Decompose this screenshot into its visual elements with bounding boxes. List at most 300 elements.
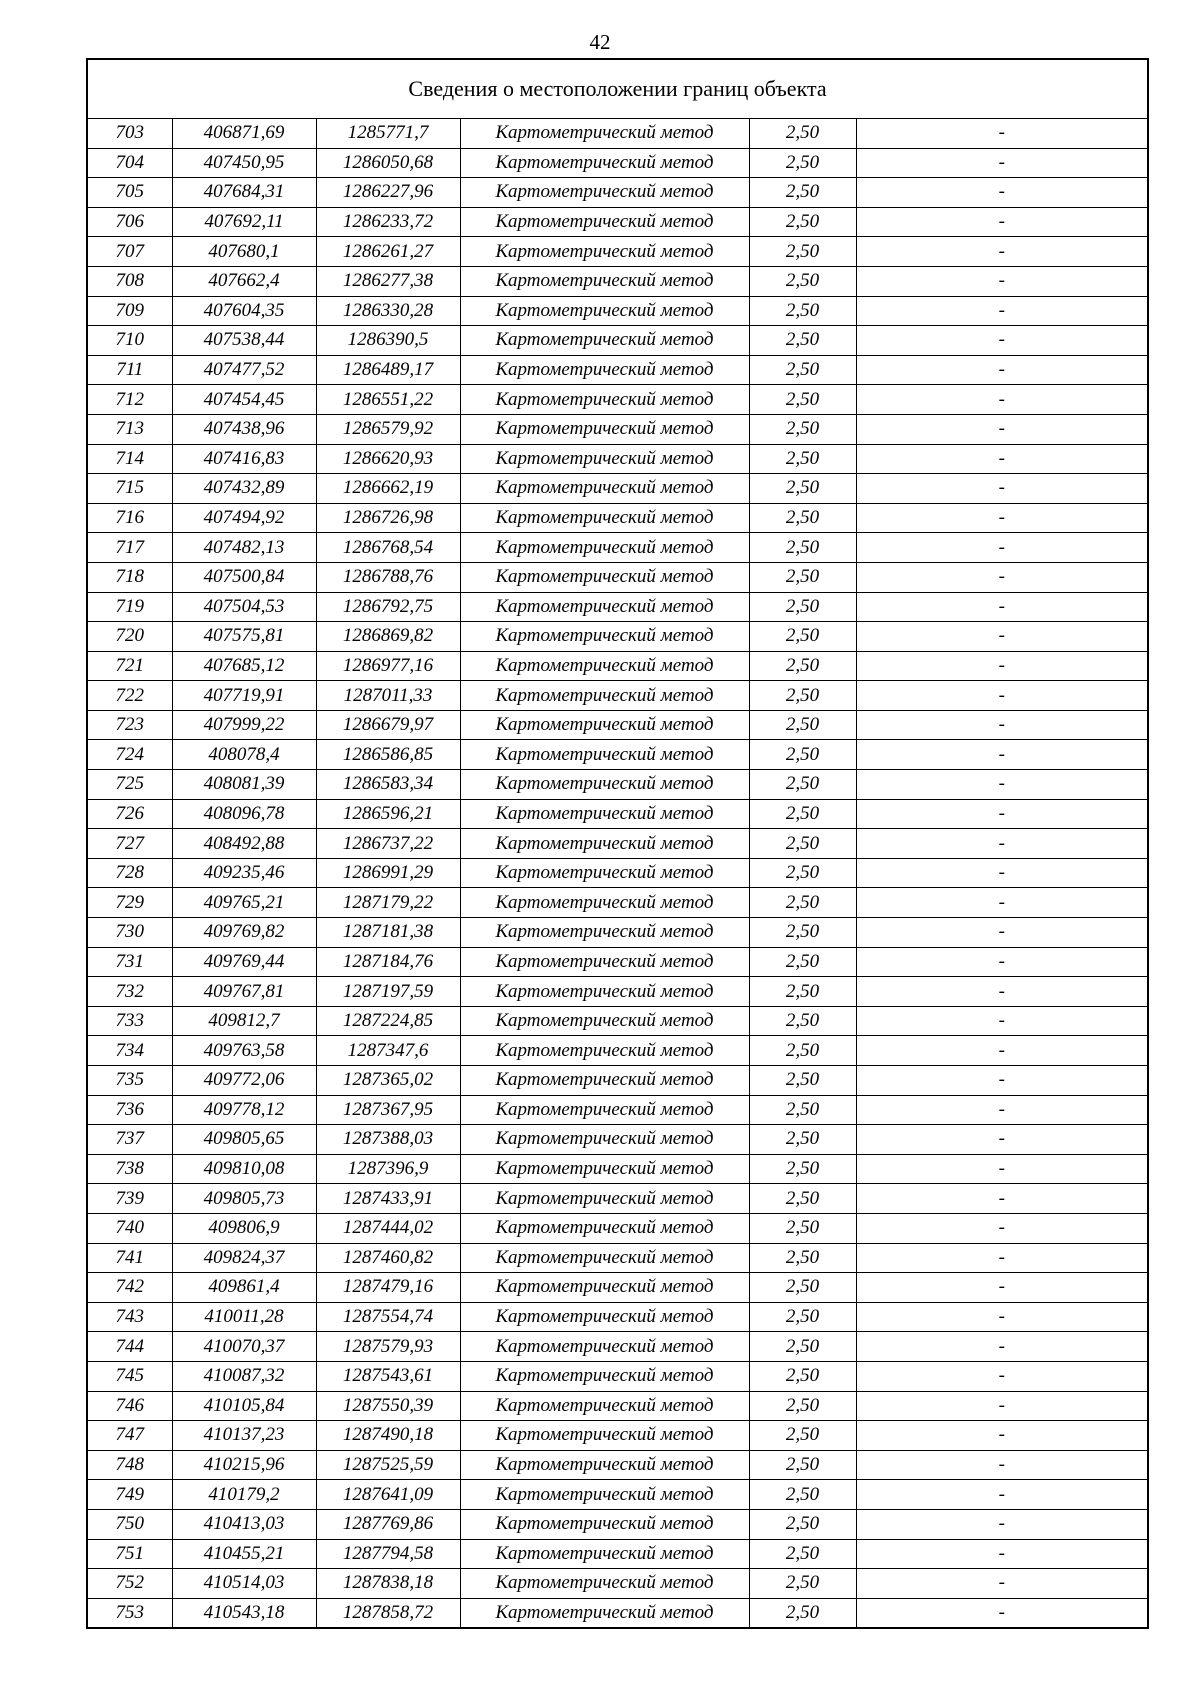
method-cell: Картометрический метод xyxy=(460,592,749,622)
y-coordinate-cell: 1287460,82 xyxy=(316,1243,460,1273)
accuracy-cell: 2,50 xyxy=(749,1569,856,1599)
description-cell: - xyxy=(856,414,1148,444)
accuracy-cell: 2,50 xyxy=(749,829,856,859)
description-cell: - xyxy=(856,1273,1148,1303)
x-coordinate-cell: 408078,4 xyxy=(172,740,316,770)
table-row xyxy=(87,1302,1148,1332)
point-number-cell: 742 xyxy=(87,1273,172,1303)
x-coordinate-cell: 407416,83 xyxy=(172,444,316,474)
point-number-cell: 705 xyxy=(87,178,172,208)
method-cell: Картометрический метод xyxy=(460,799,749,829)
table-row xyxy=(87,296,1148,326)
x-coordinate-cell: 407575,81 xyxy=(172,622,316,652)
method-cell: Картометрический метод xyxy=(460,1006,749,1036)
y-coordinate-cell: 1286390,5 xyxy=(316,326,460,356)
y-coordinate-cell: 1287367,95 xyxy=(316,1095,460,1125)
method-cell: Картометрический метод xyxy=(460,503,749,533)
method-cell: Картометрический метод xyxy=(460,237,749,267)
y-coordinate-cell: 1287011,33 xyxy=(316,681,460,711)
point-number-cell: 716 xyxy=(87,503,172,533)
table-row xyxy=(87,178,1148,208)
description-cell: - xyxy=(856,119,1148,149)
y-coordinate-cell: 1286768,54 xyxy=(316,533,460,563)
x-coordinate-cell: 406871,69 xyxy=(172,119,316,149)
table-row xyxy=(87,474,1148,504)
description-cell: - xyxy=(856,385,1148,415)
table-row xyxy=(87,1450,1148,1480)
point-number-cell: 749 xyxy=(87,1480,172,1510)
x-coordinate-cell: 407494,92 xyxy=(172,503,316,533)
x-coordinate-cell: 410179,2 xyxy=(172,1480,316,1510)
method-cell: Картометрический метод xyxy=(460,1273,749,1303)
description-cell: - xyxy=(856,1598,1148,1628)
boundary-table xyxy=(86,58,1149,1629)
accuracy-cell: 2,50 xyxy=(749,1302,856,1332)
x-coordinate-cell: 409805,65 xyxy=(172,1125,316,1155)
point-number-cell: 751 xyxy=(87,1539,172,1569)
table-row xyxy=(87,918,1148,948)
description-cell: - xyxy=(856,1391,1148,1421)
description-cell: - xyxy=(856,533,1148,563)
method-cell: Картометрический метод xyxy=(460,888,749,918)
x-coordinate-cell: 407680,1 xyxy=(172,237,316,267)
table-row xyxy=(87,1539,1148,1569)
accuracy-cell: 2,50 xyxy=(749,119,856,149)
y-coordinate-cell: 1287769,86 xyxy=(316,1509,460,1539)
method-cell: Картометрический метод xyxy=(460,355,749,385)
accuracy-cell: 2,50 xyxy=(749,1598,856,1628)
description-cell: - xyxy=(856,266,1148,296)
accuracy-cell: 2,50 xyxy=(749,651,856,681)
method-cell: Картометрический метод xyxy=(460,296,749,326)
table-row xyxy=(87,829,1148,859)
accuracy-cell: 2,50 xyxy=(749,474,856,504)
y-coordinate-cell: 1286233,72 xyxy=(316,207,460,237)
table-row xyxy=(87,355,1148,385)
x-coordinate-cell: 410137,23 xyxy=(172,1421,316,1451)
accuracy-cell: 2,50 xyxy=(749,178,856,208)
method-cell: Картометрический метод xyxy=(460,1569,749,1599)
point-number-cell: 721 xyxy=(87,651,172,681)
table-row xyxy=(87,148,1148,178)
table-row xyxy=(87,1184,1148,1214)
description-cell: - xyxy=(856,1421,1148,1451)
description-cell: - xyxy=(856,178,1148,208)
method-cell: Картометрический метод xyxy=(460,533,749,563)
accuracy-cell: 2,50 xyxy=(749,888,856,918)
description-cell: - xyxy=(856,1509,1148,1539)
accuracy-cell: 2,50 xyxy=(749,1361,856,1391)
method-cell: Картометрический метод xyxy=(460,266,749,296)
table-row xyxy=(87,562,1148,592)
y-coordinate-cell: 1287479,16 xyxy=(316,1273,460,1303)
table-row xyxy=(87,1480,1148,1510)
method-cell: Картометрический метод xyxy=(460,1598,749,1628)
x-coordinate-cell: 410413,03 xyxy=(172,1509,316,1539)
y-coordinate-cell: 1286977,16 xyxy=(316,651,460,681)
point-number-cell: 725 xyxy=(87,770,172,800)
y-coordinate-cell: 1286662,19 xyxy=(316,474,460,504)
x-coordinate-cell: 407604,35 xyxy=(172,296,316,326)
x-coordinate-cell: 407662,4 xyxy=(172,266,316,296)
description-cell: - xyxy=(856,947,1148,977)
point-number-cell: 727 xyxy=(87,829,172,859)
x-coordinate-cell: 409861,4 xyxy=(172,1273,316,1303)
point-number-cell: 748 xyxy=(87,1450,172,1480)
table-row xyxy=(87,1125,1148,1155)
table-row xyxy=(87,651,1148,681)
table-row xyxy=(87,207,1148,237)
x-coordinate-cell: 410105,84 xyxy=(172,1391,316,1421)
x-coordinate-cell: 407999,22 xyxy=(172,710,316,740)
accuracy-cell: 2,50 xyxy=(749,1066,856,1096)
point-number-cell: 709 xyxy=(87,296,172,326)
x-coordinate-cell: 409772,06 xyxy=(172,1066,316,1096)
method-cell: Картометрический метод xyxy=(460,1480,749,1510)
x-coordinate-cell: 407504,53 xyxy=(172,592,316,622)
method-cell: Картометрический метод xyxy=(460,1302,749,1332)
x-coordinate-cell: 410543,18 xyxy=(172,1598,316,1628)
method-cell: Картометрический метод xyxy=(460,1036,749,1066)
x-coordinate-cell: 408096,78 xyxy=(172,799,316,829)
method-cell: Картометрический метод xyxy=(460,622,749,652)
table-row xyxy=(87,947,1148,977)
description-cell: - xyxy=(856,1480,1148,1510)
description-cell: - xyxy=(856,799,1148,829)
table-body xyxy=(87,119,1148,1629)
table-row xyxy=(87,1391,1148,1421)
y-coordinate-cell: 1287224,85 xyxy=(316,1006,460,1036)
point-number-cell: 706 xyxy=(87,207,172,237)
description-cell: - xyxy=(856,710,1148,740)
y-coordinate-cell: 1286330,28 xyxy=(316,296,460,326)
table-row xyxy=(87,1095,1148,1125)
method-cell: Картометрический метод xyxy=(460,326,749,356)
method-cell: Картометрический метод xyxy=(460,1184,749,1214)
accuracy-cell: 2,50 xyxy=(749,1006,856,1036)
table-row xyxy=(87,622,1148,652)
y-coordinate-cell: 1287543,61 xyxy=(316,1361,460,1391)
description-cell: - xyxy=(856,1125,1148,1155)
description-cell: - xyxy=(856,858,1148,888)
accuracy-cell: 2,50 xyxy=(749,947,856,977)
y-coordinate-cell: 1286050,68 xyxy=(316,148,460,178)
accuracy-cell: 2,50 xyxy=(749,770,856,800)
x-coordinate-cell: 407684,31 xyxy=(172,178,316,208)
page-number: 42 xyxy=(589,30,611,54)
method-cell: Картометрический метод xyxy=(460,1421,749,1451)
table-row xyxy=(87,119,1148,149)
x-coordinate-cell: 410070,37 xyxy=(172,1332,316,1362)
point-number-cell: 744 xyxy=(87,1332,172,1362)
description-cell: - xyxy=(856,237,1148,267)
x-coordinate-cell: 410514,03 xyxy=(172,1569,316,1599)
description-cell: - xyxy=(856,1154,1148,1184)
method-cell: Картометрический метод xyxy=(460,1450,749,1480)
point-number-cell: 733 xyxy=(87,1006,172,1036)
x-coordinate-cell: 409812,7 xyxy=(172,1006,316,1036)
y-coordinate-cell: 1286583,34 xyxy=(316,770,460,800)
accuracy-cell: 2,50 xyxy=(749,266,856,296)
description-cell: - xyxy=(856,1332,1148,1362)
accuracy-cell: 2,50 xyxy=(749,1154,856,1184)
description-cell: - xyxy=(856,296,1148,326)
description-cell: - xyxy=(856,1450,1148,1480)
accuracy-cell: 2,50 xyxy=(749,740,856,770)
method-cell: Картометрический метод xyxy=(460,1509,749,1539)
y-coordinate-cell: 1286991,29 xyxy=(316,858,460,888)
description-cell: - xyxy=(856,1213,1148,1243)
description-cell: - xyxy=(856,622,1148,652)
description-cell: - xyxy=(856,1569,1148,1599)
point-number-cell: 729 xyxy=(87,888,172,918)
description-cell: - xyxy=(856,503,1148,533)
point-number-cell: 743 xyxy=(87,1302,172,1332)
table-row xyxy=(87,414,1148,444)
accuracy-cell: 2,50 xyxy=(749,1450,856,1480)
point-number-cell: 730 xyxy=(87,918,172,948)
x-coordinate-cell: 409767,81 xyxy=(172,977,316,1007)
y-coordinate-cell: 1287444,02 xyxy=(316,1213,460,1243)
point-number-cell: 712 xyxy=(87,385,172,415)
description-cell: - xyxy=(856,1036,1148,1066)
table-row xyxy=(87,888,1148,918)
description-cell: - xyxy=(856,918,1148,948)
method-cell: Картометрический метод xyxy=(460,740,749,770)
point-number-cell: 739 xyxy=(87,1184,172,1214)
method-cell: Картометрический метод xyxy=(460,770,749,800)
table-row xyxy=(87,1036,1148,1066)
x-coordinate-cell: 409769,44 xyxy=(172,947,316,977)
point-number-cell: 724 xyxy=(87,740,172,770)
point-number-cell: 746 xyxy=(87,1391,172,1421)
x-coordinate-cell: 407538,44 xyxy=(172,326,316,356)
x-coordinate-cell: 407482,13 xyxy=(172,533,316,563)
description-cell: - xyxy=(856,681,1148,711)
accuracy-cell: 2,50 xyxy=(749,533,856,563)
point-number-cell: 741 xyxy=(87,1243,172,1273)
table-row xyxy=(87,1598,1148,1628)
description-cell: - xyxy=(856,770,1148,800)
y-coordinate-cell: 1287396,9 xyxy=(316,1154,460,1184)
x-coordinate-cell: 407719,91 xyxy=(172,681,316,711)
x-coordinate-cell: 407454,45 xyxy=(172,385,316,415)
method-cell: Картометрический метод xyxy=(460,562,749,592)
x-coordinate-cell: 409765,21 xyxy=(172,888,316,918)
point-number-cell: 722 xyxy=(87,681,172,711)
accuracy-cell: 2,50 xyxy=(749,444,856,474)
y-coordinate-cell: 1286620,93 xyxy=(316,444,460,474)
y-coordinate-cell: 1287388,03 xyxy=(316,1125,460,1155)
table-row xyxy=(87,444,1148,474)
y-coordinate-cell: 1285771,7 xyxy=(316,119,460,149)
x-coordinate-cell: 408492,88 xyxy=(172,829,316,859)
method-cell: Картометрический метод xyxy=(460,178,749,208)
accuracy-cell: 2,50 xyxy=(749,355,856,385)
x-coordinate-cell: 407685,12 xyxy=(172,651,316,681)
point-number-cell: 720 xyxy=(87,622,172,652)
y-coordinate-cell: 1287347,6 xyxy=(316,1036,460,1066)
accuracy-cell: 2,50 xyxy=(749,1391,856,1421)
method-cell: Картометрический метод xyxy=(460,681,749,711)
point-number-cell: 747 xyxy=(87,1421,172,1451)
y-coordinate-cell: 1287433,91 xyxy=(316,1184,460,1214)
x-coordinate-cell: 409810,08 xyxy=(172,1154,316,1184)
x-coordinate-cell: 409778,12 xyxy=(172,1095,316,1125)
description-cell: - xyxy=(856,1539,1148,1569)
y-coordinate-cell: 1286737,22 xyxy=(316,829,460,859)
y-coordinate-cell: 1286788,76 xyxy=(316,562,460,592)
point-number-cell: 704 xyxy=(87,148,172,178)
x-coordinate-cell: 407438,96 xyxy=(172,414,316,444)
description-cell: - xyxy=(856,740,1148,770)
y-coordinate-cell: 1287641,09 xyxy=(316,1480,460,1510)
y-coordinate-cell: 1286726,98 xyxy=(316,503,460,533)
table-row xyxy=(87,1332,1148,1362)
accuracy-cell: 2,50 xyxy=(749,710,856,740)
accuracy-cell: 2,50 xyxy=(749,858,856,888)
x-coordinate-cell: 409805,73 xyxy=(172,1184,316,1214)
y-coordinate-cell: 1287838,18 xyxy=(316,1569,460,1599)
table-title-row xyxy=(87,59,1148,119)
point-number-cell: 713 xyxy=(87,414,172,444)
accuracy-cell: 2,50 xyxy=(749,1509,856,1539)
y-coordinate-cell: 1287490,18 xyxy=(316,1421,460,1451)
accuracy-cell: 2,50 xyxy=(749,977,856,1007)
description-cell: - xyxy=(856,1243,1148,1273)
y-coordinate-cell: 1286869,82 xyxy=(316,622,460,652)
method-cell: Картометрический метод xyxy=(460,444,749,474)
accuracy-cell: 2,50 xyxy=(749,1125,856,1155)
description-cell: - xyxy=(856,148,1148,178)
table-row xyxy=(87,385,1148,415)
method-cell: Картометрический метод xyxy=(460,414,749,444)
point-number-cell: 750 xyxy=(87,1509,172,1539)
method-cell: Картометрический метод xyxy=(460,1066,749,1096)
accuracy-cell: 2,50 xyxy=(749,622,856,652)
point-number-cell: 707 xyxy=(87,237,172,267)
accuracy-cell: 2,50 xyxy=(749,385,856,415)
table-row xyxy=(87,1421,1148,1451)
y-coordinate-cell: 1287181,38 xyxy=(316,918,460,948)
accuracy-cell: 2,50 xyxy=(749,918,856,948)
accuracy-cell: 2,50 xyxy=(749,207,856,237)
description-cell: - xyxy=(856,1006,1148,1036)
y-coordinate-cell: 1286792,75 xyxy=(316,592,460,622)
description-cell: - xyxy=(856,1302,1148,1332)
y-coordinate-cell: 1287550,39 xyxy=(316,1391,460,1421)
point-number-cell: 738 xyxy=(87,1154,172,1184)
description-cell: - xyxy=(856,355,1148,385)
x-coordinate-cell: 407432,89 xyxy=(172,474,316,504)
x-coordinate-cell: 409769,82 xyxy=(172,918,316,948)
point-number-cell: 735 xyxy=(87,1066,172,1096)
accuracy-cell: 2,50 xyxy=(749,148,856,178)
table-row xyxy=(87,799,1148,829)
point-number-cell: 723 xyxy=(87,710,172,740)
table-row xyxy=(87,1006,1148,1036)
method-cell: Картометрический метод xyxy=(460,1332,749,1362)
accuracy-cell: 2,50 xyxy=(749,592,856,622)
method-cell: Картометрический метод xyxy=(460,1243,749,1273)
table-row xyxy=(87,740,1148,770)
method-cell: Картометрический метод xyxy=(460,1391,749,1421)
table-row xyxy=(87,977,1148,1007)
y-coordinate-cell: 1286679,97 xyxy=(316,710,460,740)
table-row xyxy=(87,681,1148,711)
y-coordinate-cell: 1287794,58 xyxy=(316,1539,460,1569)
description-cell: - xyxy=(856,1066,1148,1096)
y-coordinate-cell: 1286261,27 xyxy=(316,237,460,267)
x-coordinate-cell: 409824,37 xyxy=(172,1243,316,1273)
y-coordinate-cell: 1287179,22 xyxy=(316,888,460,918)
accuracy-cell: 2,50 xyxy=(749,503,856,533)
accuracy-cell: 2,50 xyxy=(749,1539,856,1569)
table-row xyxy=(87,237,1148,267)
y-coordinate-cell: 1286227,96 xyxy=(316,178,460,208)
description-cell: - xyxy=(856,474,1148,504)
accuracy-cell: 2,50 xyxy=(749,1095,856,1125)
x-coordinate-cell: 407450,95 xyxy=(172,148,316,178)
point-number-cell: 728 xyxy=(87,858,172,888)
table-row xyxy=(87,592,1148,622)
x-coordinate-cell: 407477,52 xyxy=(172,355,316,385)
x-coordinate-cell: 409806,9 xyxy=(172,1213,316,1243)
table-row xyxy=(87,326,1148,356)
table-row xyxy=(87,1154,1148,1184)
method-cell: Картометрический метод xyxy=(460,207,749,237)
method-cell: Картометрический метод xyxy=(460,1539,749,1569)
method-cell: Картометрический метод xyxy=(460,385,749,415)
method-cell: Картометрический метод xyxy=(460,148,749,178)
y-coordinate-cell: 1286489,17 xyxy=(316,355,460,385)
point-number-cell: 753 xyxy=(87,1598,172,1628)
method-cell: Картометрический метод xyxy=(460,1125,749,1155)
description-cell: - xyxy=(856,829,1148,859)
method-cell: Картометрический метод xyxy=(460,474,749,504)
method-cell: Картометрический метод xyxy=(460,1095,749,1125)
y-coordinate-cell: 1287554,74 xyxy=(316,1302,460,1332)
accuracy-cell: 2,50 xyxy=(749,1036,856,1066)
description-cell: - xyxy=(856,444,1148,474)
description-cell: - xyxy=(856,207,1148,237)
description-cell: - xyxy=(856,1361,1148,1391)
method-cell: Картометрический метод xyxy=(460,977,749,1007)
accuracy-cell: 2,50 xyxy=(749,326,856,356)
point-number-cell: 719 xyxy=(87,592,172,622)
x-coordinate-cell: 410011,28 xyxy=(172,1302,316,1332)
method-cell: Картометрический метод xyxy=(460,829,749,859)
table-row xyxy=(87,1361,1148,1391)
x-coordinate-cell: 410455,21 xyxy=(172,1539,316,1569)
point-number-cell: 737 xyxy=(87,1125,172,1155)
description-cell: - xyxy=(856,1095,1148,1125)
table-row xyxy=(87,533,1148,563)
table-row xyxy=(87,1569,1148,1599)
point-number-cell: 717 xyxy=(87,533,172,563)
method-cell: Картометрический метод xyxy=(460,918,749,948)
y-coordinate-cell: 1287197,59 xyxy=(316,977,460,1007)
point-number-cell: 740 xyxy=(87,1213,172,1243)
point-number-cell: 710 xyxy=(87,326,172,356)
point-number-cell: 734 xyxy=(87,1036,172,1066)
table-row xyxy=(87,1243,1148,1273)
table-title: Сведения о местоположении границ объекта xyxy=(87,59,1148,119)
y-coordinate-cell: 1287858,72 xyxy=(316,1598,460,1628)
point-number-cell: 708 xyxy=(87,266,172,296)
x-coordinate-cell: 409763,58 xyxy=(172,1036,316,1066)
table-row xyxy=(87,858,1148,888)
